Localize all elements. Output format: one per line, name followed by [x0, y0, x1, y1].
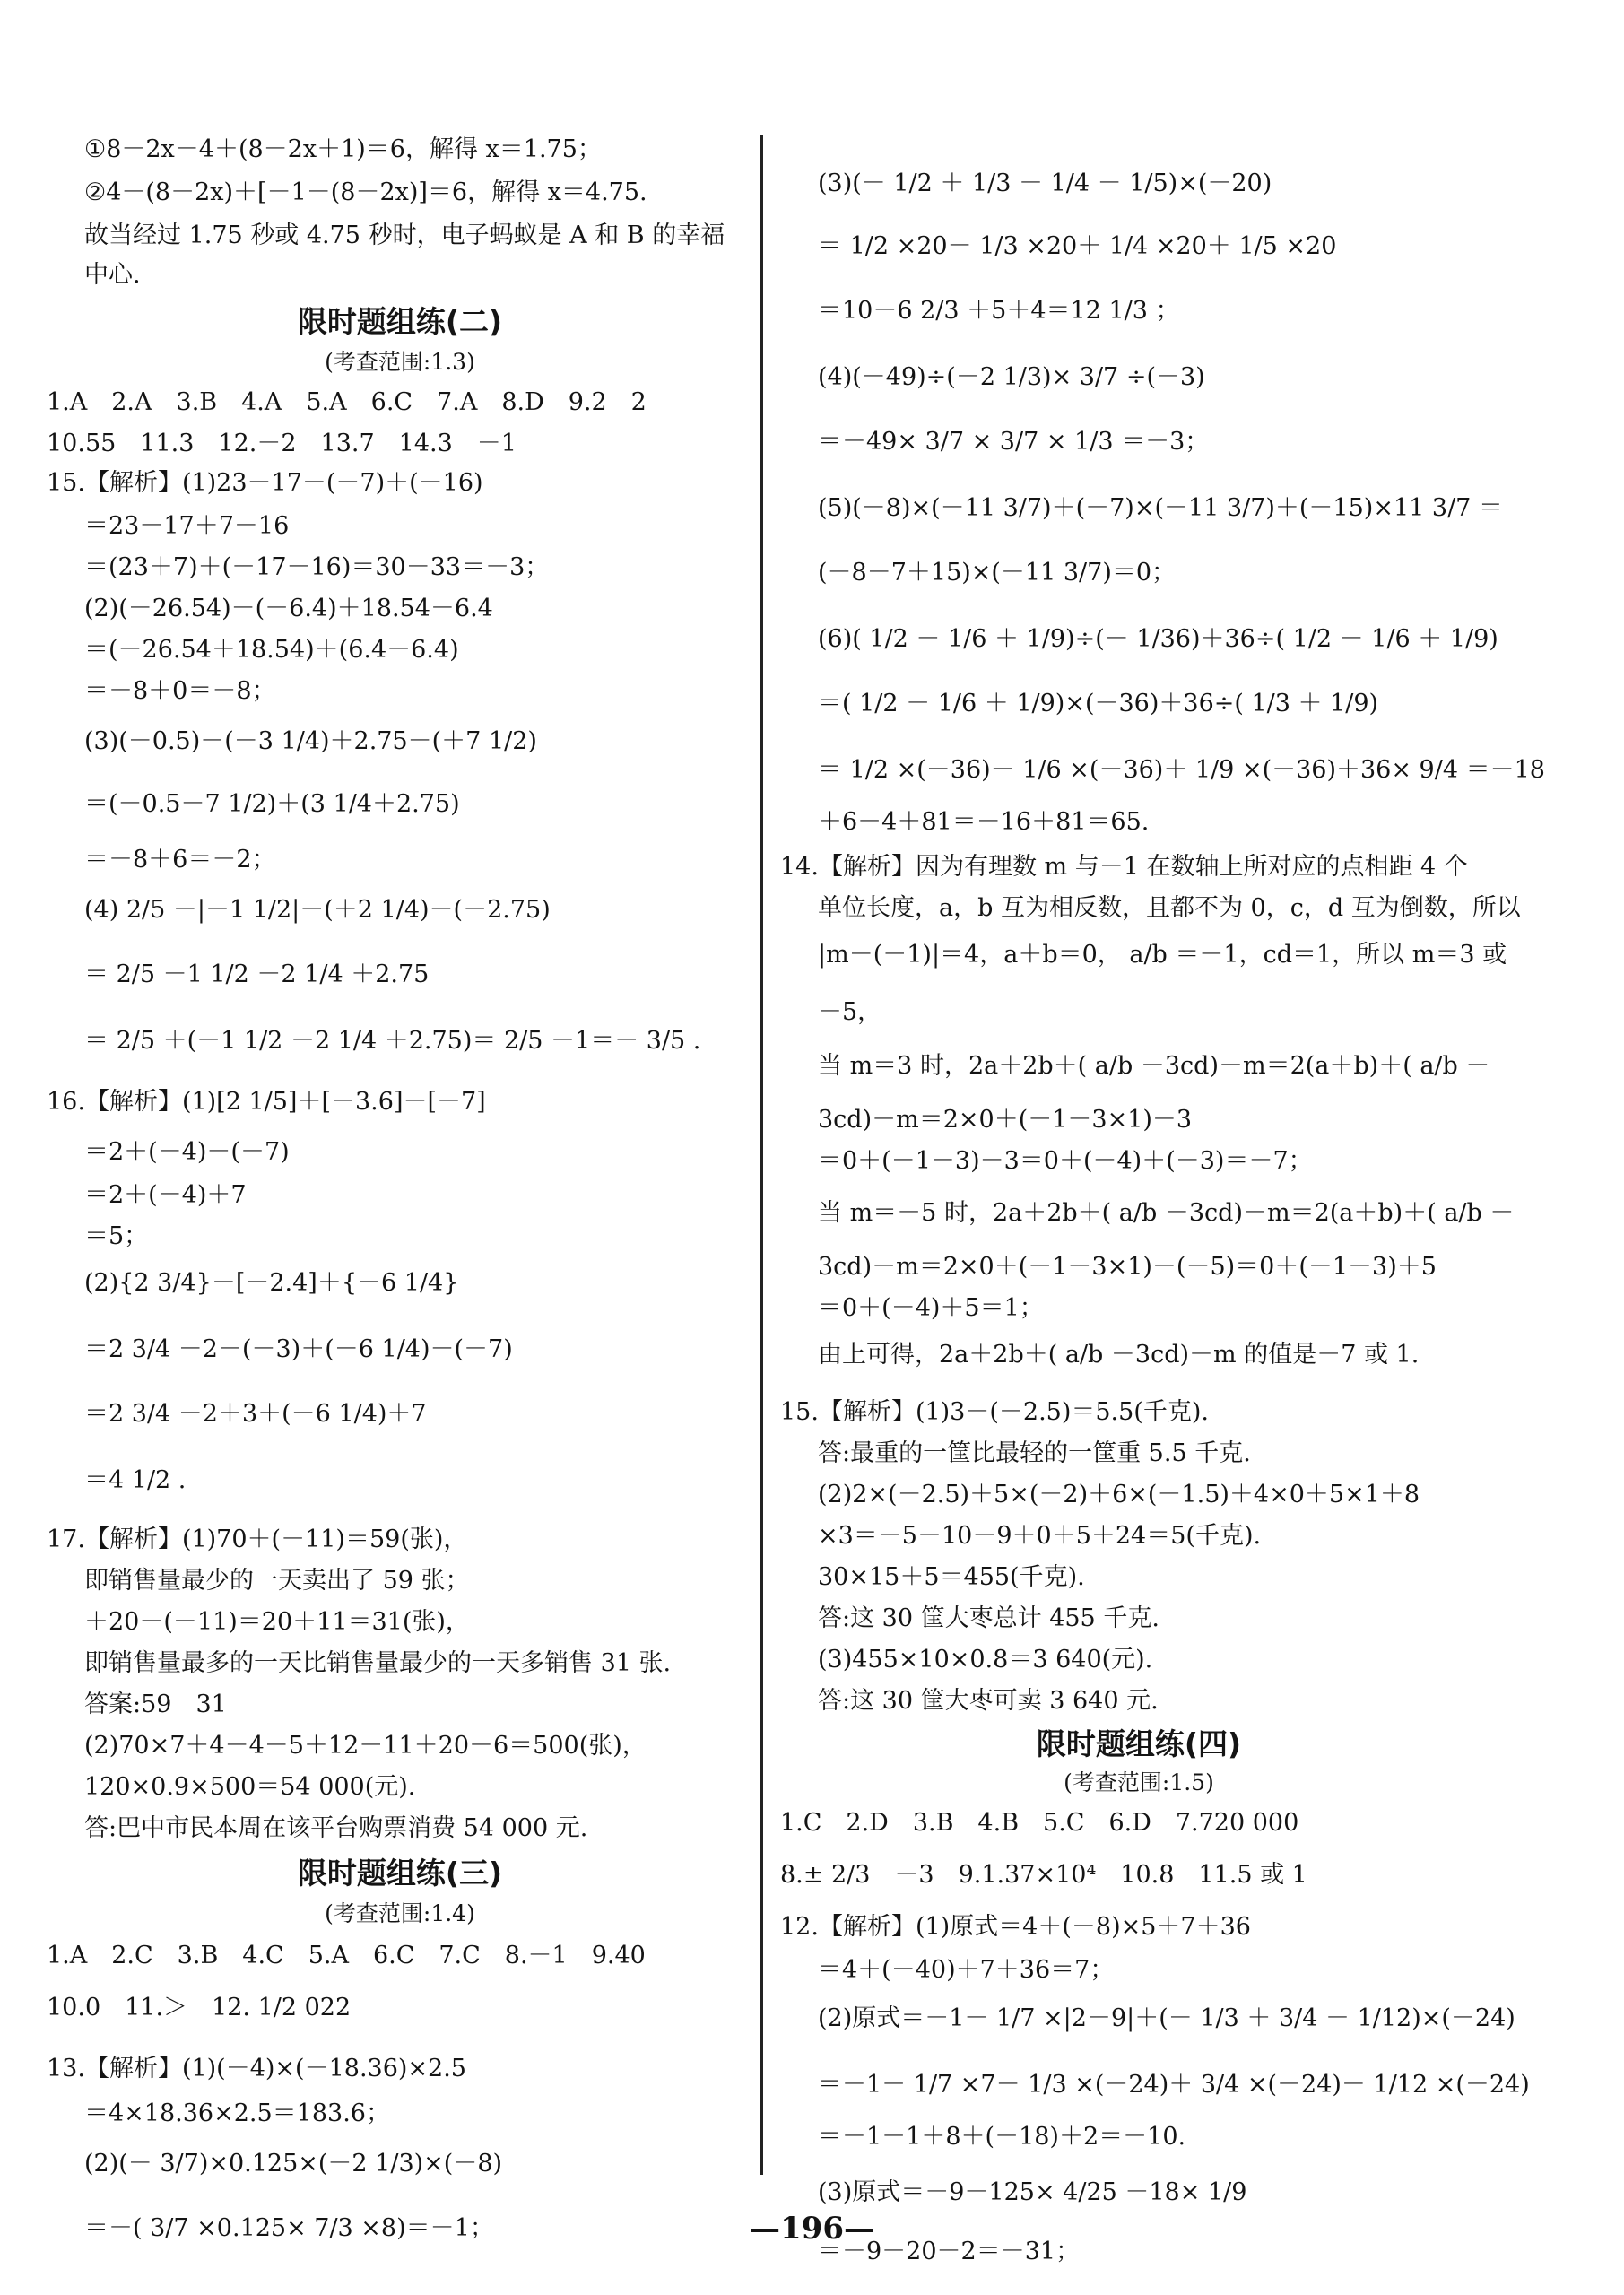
text-line: ＋6－4＋81＝－16＋81＝65. — [818, 808, 1150, 836]
text-line: 中心. — [84, 261, 141, 289]
answer-line: 10.55 11.3 12.－2 13.7 14.3 －1 — [47, 430, 517, 457]
text-line: ②4－(8－2x)＋[－1－(8－2x)]＝6，解得 x＝4.75. — [84, 178, 647, 206]
text-line: (4) 2/5 －|－1 1/2|－(＋2 1/4)－(－2.75) — [84, 896, 551, 924]
text-line: (2)原式＝－1－ 1/7 ×|2－9|＋(－ 1/3 ＋ 3/4 － 1/12)×(－24) — [818, 2004, 1515, 2032]
text-line: (2)2×(－2.5)＋5×(－2)＋6×(－1.5)＋4×0＋5×1＋8 — [818, 1481, 1420, 1508]
text-line: 3cd)－m＝2×0＋(－1－3×1)－(－5)＝0＋(－1－3)＋5 — [818, 1253, 1437, 1281]
text-line: 由上可得，2a＋2b＋( a/b －3cd)－m 的值是－7 或 1. — [818, 1341, 1420, 1369]
text-line: ＝(－0.5－7 1/2)＋(3 1/4＋2.75) — [84, 790, 460, 818]
section-heading: 限时题组练(三) — [297, 1856, 503, 1891]
text-line: 即销售量最多的一天比销售量最少的一天多销售 31 张. — [84, 1649, 672, 1677]
text-line: (5)(－8)×(－11 3/7)＋(－7)×(－11 3/7)＋(－15)×11 3/7 ＝ — [818, 494, 1503, 522]
text-line: ＝10－6 2/3 ＋5＋4＝12 1/3 ； — [818, 297, 1180, 325]
text-line: ＝2＋(－4)－(－7) — [84, 1138, 290, 1166]
text-line: 当 m＝3 时，2a＋2b＋( a/b －3cd)－m＝2(a＋b)＋( a/b － — [818, 1052, 1490, 1080]
solution-line: 16.【解析】(1)[2 1/5]＋[－3.6]－[－7] — [47, 1088, 486, 1116]
text-line: ＝23－17＋7－16 — [84, 512, 290, 540]
text-line: (2)(－ 3/7)×0.125×(－2 1/3)×(－8) — [84, 2150, 503, 2178]
solution-line: 15.【解析】(1)23－17－(－7)＋(－16) — [47, 469, 483, 497]
text-line: (4)(－49)÷(－2 1/3)× 3/7 ÷(－3) — [818, 363, 1205, 391]
text-line: (－8－7＋15)×(－11 3/7)＝0； — [818, 559, 1177, 587]
page-number: —196— — [750, 2211, 874, 2247]
text-line: ＝4＋(－40)＋7＋36＝7； — [818, 1956, 1115, 1984]
text-line: 3cd)－m＝2×0＋(－1－3×1)－3 — [818, 1106, 1193, 1134]
text-line: 答:这 30 筐大枣总计 455 千克. — [818, 1604, 1159, 1632]
section-heading: 限时题组练(二) — [297, 304, 503, 339]
text-line: ＝－8＋6＝－2； — [84, 846, 276, 874]
text-line: ①8－2x－4＋(8－2x＋1)＝6，解得 x＝1.75； — [84, 135, 602, 163]
text-line: ＝2 3/4 －2＋3＋(－6 1/4)＋7 — [84, 1400, 427, 1428]
answer-line: 1.C 2.D 3.B 4.B 5.C 6.D 7.720 000 — [780, 1809, 1299, 1837]
text-line: ＝4 1/2 . — [84, 1466, 187, 1494]
text-line: ＝0＋(－4)＋5＝1； — [818, 1294, 1044, 1322]
text-line: 即销售量最少的一天卖出了 59 张； — [84, 1567, 470, 1595]
text-line: ＝－9－20－2＝－31； — [818, 2238, 1081, 2265]
text-line: ＝－1－1＋8＋(－18)＋2＝－10. — [818, 2123, 1186, 2151]
text-line: ＝5； — [84, 1222, 149, 1250]
solution-line: 12.【解析】(1)原式＝4＋(－8)×5＋7＋36 — [780, 1913, 1251, 1941]
text-line: ＝0＋(－1－3)－3＝0＋(－4)＋(－3)＝－7； — [818, 1147, 1313, 1175]
text-line: －5， — [818, 998, 882, 1026]
solution-line: 14.【解析】因为有理数 m 与－1 在数轴上所对应的点相距 4 个 — [780, 853, 1468, 881]
answer-line: 1.A 2.C 3.B 4.C 5.A 6.C 7.C 8.－1 9.40 — [47, 1942, 646, 1969]
text-line: ＝ 2/5 ＋(－1 1/2 －2 1/4 ＋2.75)＝ 2/5 －1＝－ 3/5 . — [84, 1027, 701, 1055]
text-line: 单位长度，a，b 互为相反数，且都不为 0，c，d 互为倒数，所以 — [818, 894, 1521, 922]
text-line: 答:巴中市民本周在该平台购票消费 54 000 元. — [84, 1814, 588, 1842]
section-heading: 限时题组练(四) — [1036, 1726, 1242, 1761]
solution-line: 17.【解析】(1)70＋(－11)＝59(张)， — [47, 1526, 468, 1553]
text-line: 当 m＝－5 时，2a＋2b＋( a/b －3cd)－m＝2(a＋b)＋( a/b － — [818, 1199, 1515, 1227]
text-line: ＝ 1/2 ×20－ 1/3 ×20＋ 1/4 ×20＋ 1/5 ×20 — [818, 232, 1337, 260]
text-line: ＋20－(－11)＝20＋11＝31(张)， — [84, 1608, 470, 1636]
text-line: ＝4×18.36×2.5＝183.6； — [84, 2099, 390, 2127]
text-line: ＝(23＋7)＋(－17－16)＝30－33＝－3； — [84, 553, 550, 581]
text-line: ＝－1－ 1/7 ×7－ 1/3 ×(－24)＋ 3/4 ×(－24)－ 1/12 ×(－24) — [818, 2071, 1530, 2099]
text-line: |m－(－1)|＝4，a＋b＝0， a/b ＝－1，cd＝1，所以 m＝3 或 — [818, 941, 1507, 969]
text-line: (3)原式＝－9－125× 4/25 －18× 1/9 — [818, 2178, 1247, 2206]
text-line: 答:这 30 筐大枣可卖 3 640 元. — [818, 1687, 1159, 1715]
text-line: (6)( 1/2 － 1/6 ＋ 1/9)÷(－ 1/36)＋36÷( 1/2 － 1/6 ＋ 1/9) — [818, 625, 1498, 653]
solution-line: 13.【解析】(1)(－4)×(－18.36)×2.5 — [47, 2055, 466, 2082]
text-line: ＝ 2/5 －1 1/2 －2 1/4 ＋2.75 — [84, 961, 430, 988]
text-line: ＝ 1/2 ×(－36)－ 1/6 ×(－36)＋ 1/9 ×(－36)＋36× 9/4 ＝－18 — [818, 756, 1545, 784]
answer-line: 1.A 2.A 3.B 4.A 5.A 6.C 7.A 8.D 9.2 2 — [47, 388, 647, 416]
column-divider — [760, 135, 763, 2175]
text-line: (2)(－26.54)－(－6.4)＋18.54－6.4 — [84, 595, 493, 622]
answer-label: 答案:59 31 — [84, 1691, 227, 1718]
text-line: 120×0.9×500＝54 000(元). — [84, 1773, 416, 1801]
section-scope: (考查范围:1.4) — [325, 1900, 475, 1926]
text-line: ＝2＋(－4)＋7 — [84, 1181, 247, 1209]
answer-line: 10.0 11.＞ 12. 1/2 022 — [47, 1994, 352, 2021]
text-line: ＝(－26.54＋18.54)＋(6.4－6.4) — [84, 636, 459, 664]
text-line: (2){2 3/4}－[－2.4]＋{－6 1/4} — [84, 1269, 459, 1297]
text-line: 故当经过 1.75 秒或 4.75 秒时，电子蚂蚁是 A 和 B 的幸福 — [84, 222, 725, 249]
text-line: ＝2 3/4 －2－(－3)＋(－6 1/4)－(－7) — [84, 1335, 513, 1363]
text-line: (3)(－ 1/2 ＋ 1/3 － 1/4 － 1/5)×(－20) — [818, 170, 1272, 197]
section-scope: (考查范围:1.5) — [1064, 1769, 1214, 1795]
text-line: 30×15＋5＝455(千克). — [818, 1563, 1085, 1591]
answer-line: 8.± 2/3 －3 9.1.37×10⁴ 10.8 11.5 或 1 — [780, 1861, 1307, 1889]
text-line: ＝－8＋0＝－8； — [84, 677, 276, 705]
text-line: 答:最重的一筐比最轻的一筐重 5.5 千克. — [818, 1439, 1251, 1467]
text-line: ＝( 1/2 － 1/6 ＋ 1/9)×(－36)＋36÷( 1/3 ＋ 1/9) — [818, 690, 1379, 717]
text-line: (2)70×7＋4－4－5＋12－11＋20－6＝500(张)， — [84, 1732, 647, 1760]
solution-line: 15.【解析】(1)3－(－2.5)＝5.5(千克). — [780, 1398, 1209, 1426]
text-line: ＝－( 3/7 ×0.125× 7/3 ×8)＝－1； — [84, 2214, 494, 2242]
text-line: (3)455×10×0.8＝3 640(元). — [818, 1646, 1153, 1673]
section-scope: (考查范围:1.3) — [325, 349, 475, 375]
text-line: (3)(－0.5)－(－3 1/4)＋2.75－(＋7 1/2) — [84, 727, 537, 755]
text-line: ＝－49× 3/7 × 3/7 × 1/3 ＝－3； — [818, 428, 1210, 456]
text-line: ×3＝－5－10－9＋0＋5＋24＝5(千克). — [818, 1522, 1262, 1550]
